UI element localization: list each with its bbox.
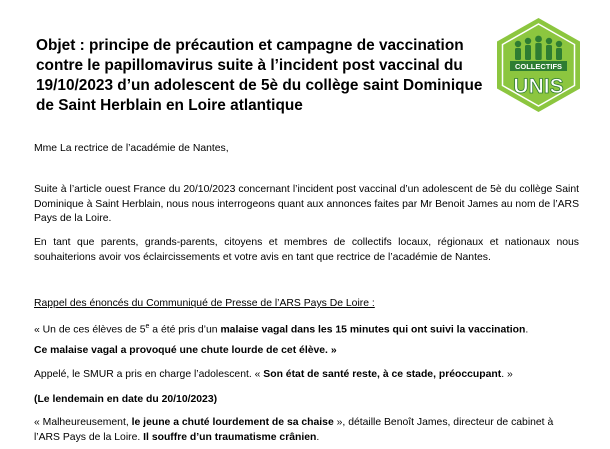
quote-bold: Son état de santé reste, à ce stade, préoccupant <box>263 369 502 380</box>
quote-superscript: e <box>145 323 150 330</box>
letter-subject-title <box>36 36 483 116</box>
quote-text: », détaille Benoît James, directeur de cabinet à l’ARS Pays de la Loire. <box>34 417 554 443</box>
quote-bold: Il souffre d’un traumatisme crânien <box>143 431 317 443</box>
press-release-heading: Rappel des énoncés du Communiqué de Presse de l’ARS Pays De Loire : <box>34 298 375 309</box>
quote-smur <box>34 368 579 383</box>
quote-date-note: (Le lendemain en date du 20/10/2023) <box>34 394 218 405</box>
logo-text-collectifs: COLLECTIFS <box>514 62 563 71</box>
quote-malaise <box>34 320 579 338</box>
logo-text-unis: UNIS <box>513 75 564 98</box>
collectifs-unis-logo <box>496 17 581 113</box>
quote-bold: malaise vagal dans les 15 minutes qui ont suivi la vaccination <box>220 324 526 336</box>
title-line: 19/10/2023 d’un adolescent de 5è du collège saint Dominique <box>36 77 483 94</box>
quote-text: « Malheureusement, <box>34 417 132 428</box>
quote-text: a été pris d’un <box>149 324 221 336</box>
quote-text: . » <box>501 369 513 380</box>
quote-text: Appelé, le SMUR a pris en charge l’adolescent. « <box>34 369 264 380</box>
quote-bold: le jeune a chuté lourdement de sa chaise <box>131 417 334 428</box>
quote-text: . <box>525 324 529 336</box>
paragraph-request: En tant que parents, grands-parents, citoyens et membres de collectifs locaux, régionaux et nationaux nous souhaiterions avoir vos éclaircissements et votre avis en tant que rectrice de l’académie de Nantes. <box>34 237 579 263</box>
quote-text: . <box>316 431 320 443</box>
quote-traumatisme <box>34 416 579 445</box>
quote-chute: Ce malaise vagal a provoqué une chute lourde de cet élève. » <box>34 345 337 356</box>
quote-text: « Un de ces élèves de 5 <box>34 324 146 336</box>
title-line: contre le papillomavirus suite à l’incident post vaccinal du <box>36 57 463 74</box>
title-line: Objet : principe de précaution et campagne de vaccination <box>36 37 464 54</box>
greeting: Mme La rectrice de l’académie de Nantes, <box>34 143 229 154</box>
paragraph-article-reference: Suite à l’article ouest France du 20/10/2023 concernant l’incident post vaccinal d’un adolescent de 5è du collège Saint Dominique à Saint Herblain, nous nous interrogeons quant aux annonces faites par Mr Benoit James au nom de l’ARS Pays de la Loire. <box>34 184 579 224</box>
title-line: de Saint Herblain en Loire atlantique <box>36 97 303 114</box>
